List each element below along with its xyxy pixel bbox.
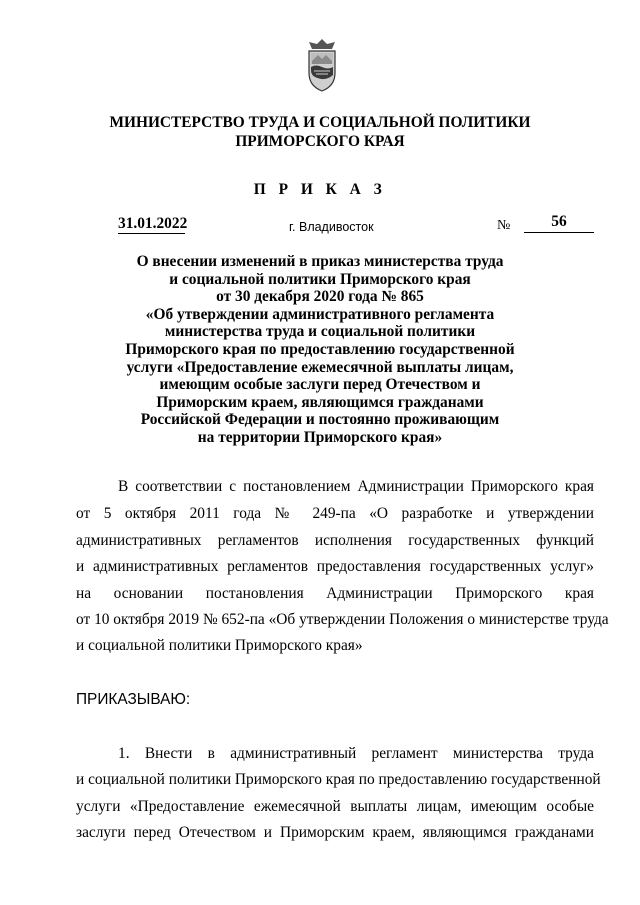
- paragraph-line: и административных регламентов предоставления государственных услуг»: [76, 558, 594, 575]
- paragraph-line: от 10 октября 2019 № 652-па «Об утверждении Положения о министерстве труда: [76, 611, 609, 628]
- title-line: О внесении изменений в приказ министерства труда: [136, 253, 504, 270]
- paragraph-line: В соответствии с постановлением Администрации Приморского края: [118, 478, 594, 495]
- paragraph-line: административных регламентов исполнения государственных функций: [76, 532, 594, 549]
- document-title: [70, 253, 570, 447]
- number-underline: [524, 232, 594, 233]
- paragraph-line: и социальной политики Приморского края по предоставлению государственной: [76, 771, 601, 788]
- document-date: 31.01.2022: [118, 215, 188, 232]
- title-line: министерства труда и социальной политики: [164, 323, 476, 341]
- paragraph-line: на основании постановления Администрации Приморского края: [76, 585, 594, 602]
- title-line: Приморским краем, являющимся гражданами: [156, 393, 484, 411]
- title-line: имеющим особые заслуги перед Отечеством и: [159, 376, 481, 394]
- paragraph-line: от 5 октября 2011 года № 249-па «О разработке и утверждении: [76, 505, 594, 522]
- document-number: 56: [551, 213, 567, 230]
- document-city: г. Владивосток: [289, 220, 374, 234]
- number-sign: №: [497, 218, 511, 233]
- ministry-line-2: ПРИМОРСКОГО КРАЯ: [235, 133, 405, 150]
- coat-of-arms-icon: [301, 37, 343, 93]
- title-line: услуги «Предоставление ежемесячной выплаты лицам,: [126, 358, 514, 376]
- title-line: от 30 декабря 2020 года № 865: [216, 288, 424, 306]
- date-underline: [118, 233, 185, 234]
- ministry-name: [60, 113, 580, 151]
- title-line: на территории Приморского края»: [197, 428, 443, 446]
- title-line: Приморского края по предоставлению государственной: [125, 340, 515, 358]
- paragraph-line: и социальной политики Приморского края»: [76, 637, 363, 654]
- ministry-line-1: МИНИСТЕРСТВО ТРУДА И СОЦИАЛЬНОЙ ПОЛИТИКИ: [109, 114, 531, 131]
- title-line: и социальной политики Приморского края: [169, 270, 471, 288]
- paragraph-line: услуги «Предоставление ежемесячной выплаты лицам, имеющим особые: [76, 798, 594, 815]
- paragraph-line: 1. Внести в административный регламент министерства труда: [118, 745, 594, 762]
- paragraph-line: заслуги перед Отечеством и Приморским краем, являющимся гражданами: [76, 824, 594, 841]
- title-line: Российской Федерации и постоянно проживающим: [140, 411, 500, 429]
- document-type: П Р И К А З: [253, 181, 387, 198]
- title-line: «Об утверждении административного регламента: [145, 305, 495, 323]
- order-word: ПРИКАЗЫВАЮ:: [76, 691, 191, 708]
